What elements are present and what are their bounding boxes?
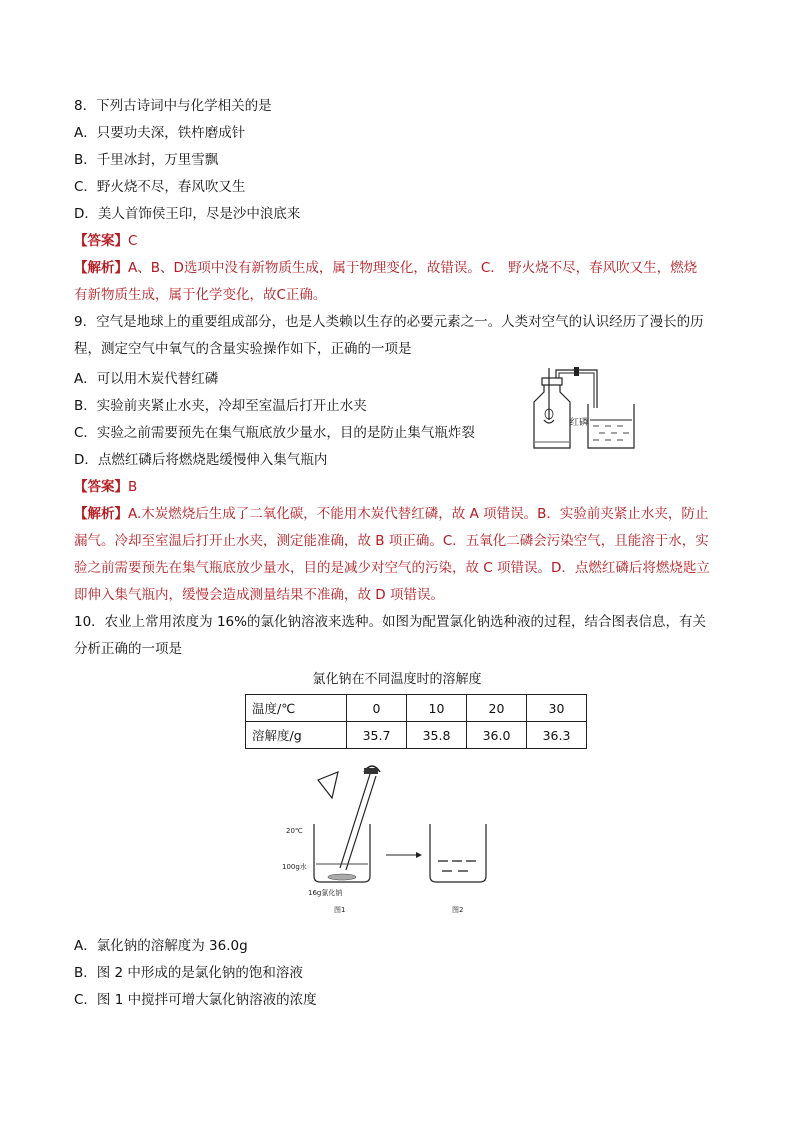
analysis-tag: 【解析】 [74,260,128,276]
q9-analysis-line-3: 验之前需要预先在集气瓶底放少量水，目的是减少对空气的污染，故 C 项错误。D．点燃红磷后将燃烧匙立 [74,560,710,576]
table-row [246,722,587,749]
q8-analysis-line-2: 有新物质生成，属于化学变化，故C正确。 [74,287,327,303]
q8-stem: 8．下列古诗词中与化学相关的是 [74,98,272,114]
table-cell: 20 [467,695,527,722]
q10-stem-line-1: 10．农业上常用浓度为 16%的氯化钠溶液来选种。如图为配置氯化钠选种液的过程，结合图表信息，有关 [74,614,706,630]
analysis-text: A、B、D选项中没有新物质生成，属于物理变化，故错误。C． 野火烧不尽，春风吹又生，燃烧 [128,260,698,276]
q8-option-a: A．只要功夫深，铁杵磨成针 [74,125,246,141]
q10-option-c: C．图 1 中搅拌可增大氯化钠溶液的浓度 [74,992,317,1008]
q9-option-c: C．实验之前需要预先在集气瓶底放少量水，目的是防止集气瓶炸裂 [74,425,475,441]
table-cell: 10 [407,695,467,722]
q8-option-b: B．千里冰封，万里雪飘 [74,152,219,168]
q9-answer [74,477,137,497]
row-header-temperature: 温度/℃ [246,695,347,722]
q8-answer [74,231,137,251]
table-caption: 氯化钠在不同温度时的溶解度 [312,672,482,687]
temperature-label: 20℃ [286,827,303,835]
analysis-tag: 【解析】 [74,506,128,522]
answer-value: C [128,233,138,249]
q10-dissolving-figure [280,758,510,920]
table-cell: 36.0 [467,722,527,749]
red-phosphorus-label: 红磷 [570,418,589,428]
answer-tag: 【答案】 [74,479,128,495]
q9-analysis-line-1 [74,504,708,524]
q9-stem-line-2: 程，测定空气中氧气的含量实验操作如下，正确的一项是 [74,341,412,357]
table-row [246,695,587,722]
water-label: 100g水 [282,863,307,871]
q9-analysis-line-2: 漏气。冷却至室温后打开止水夹，测定能准确，故 B 项正确。C．五氧化二磷会污染空气，且能溶于水，实 [74,533,709,549]
table-cell: 30 [527,695,587,722]
q8-analysis-line-1 [74,258,697,278]
q9-stem-line-1: 9．空气是地球上的重要组成部分，也是人类赖以生存的必要元素之一。人类对空气的认识经历了漫长的历 [74,314,704,330]
q9-analysis-line-4: 即伸入集气瓶内，缓慢会造成测量结果不准确，故 D 项错误。 [74,587,444,603]
q10-option-a: A．氯化钠的溶解度为 36.0g [74,938,248,954]
q9-option-a: A．可以用木炭代替红磷 [74,371,219,387]
figure-2-label: 图2 [452,906,464,914]
q9-apparatus-figure [530,362,645,452]
q10-stem-line-2: 分析正确的一项是 [74,641,182,657]
figure-1-label: 图1 [334,906,346,914]
table-cell: 35.7 [347,722,407,749]
salt-label: 16g氯化钠 [308,889,343,897]
q9-option-b: B．实验前夹紧止水夹，冷却至室温后打开止水夹 [74,398,367,414]
solubility-table [245,694,587,749]
table-cell: 36.3 [527,722,587,749]
answer-value: B [128,479,138,495]
q8-option-c: C．野火烧不尽，春风吹又生 [74,179,246,195]
table-cell: 0 [347,695,407,722]
q8-option-d: D．美人首饰侯王印，尽是沙中浪底来 [74,206,301,222]
q9-option-d: D．点燃红磷后将燃烧匙缓慢伸入集气瓶内 [74,452,328,468]
table-cell: 35.8 [407,722,467,749]
row-header-solubility: 溶解度/g [246,722,347,749]
q10-option-b: B．图 2 中形成的是氯化钠的饱和溶液 [74,965,303,981]
analysis-text: A.木炭燃烧后生成了二氧化碳，不能用木炭代替红磷，故 A 项错误。B．实验前夹紧止水夹，防止 [128,506,709,522]
answer-tag: 【答案】 [74,233,128,249]
